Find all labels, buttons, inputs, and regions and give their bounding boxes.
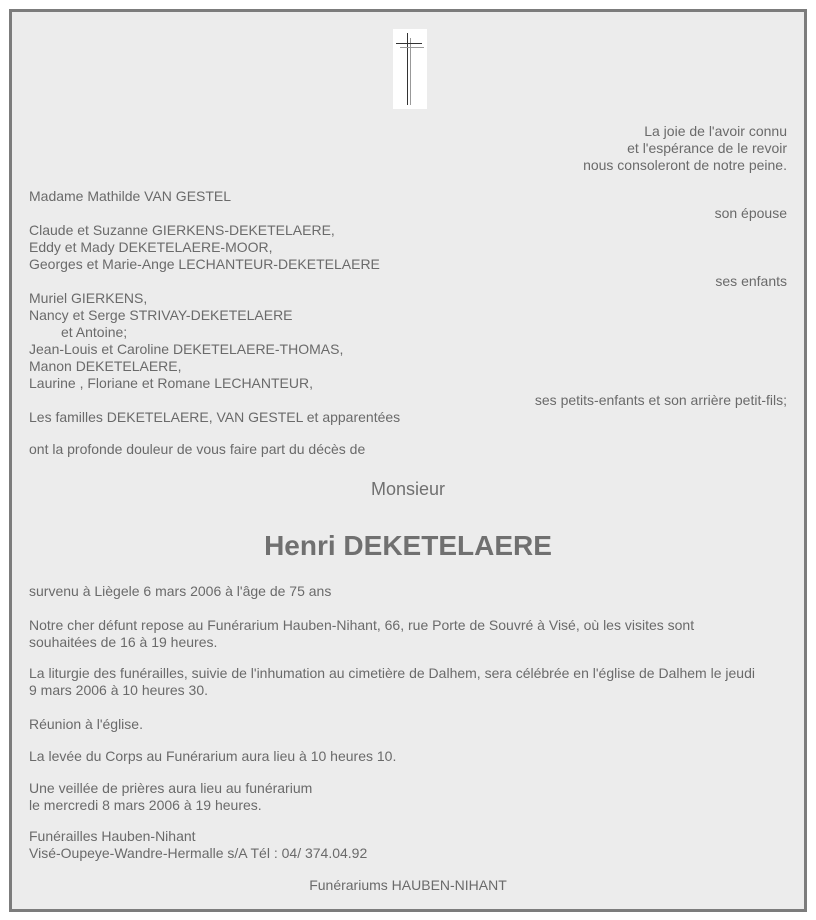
repose-line: Notre cher défunt repose au Funérarium Hauben-Nihant, 66, rue Porte de Souvré à Visé, où les visites sont (29, 617, 695, 633)
liturgy-line: 9 mars 2006 à 10 heures 30. (29, 682, 209, 698)
grandchild-line: Jean-Louis et Caroline DEKETELAERE-THOMAS, (29, 341, 344, 357)
deceased-name: Henri DEKETELAERE (264, 530, 552, 561)
quote-line-2: et l'espérance de le revoir (627, 140, 787, 156)
grandchild-line: Muriel GIERKENS, (29, 290, 148, 306)
child-line: Eddy et Mady DEKETELAERE-MOOR, (29, 239, 273, 255)
children-role: ses enfants (715, 273, 787, 289)
quote-line-1: La joie de l'avoir connu (644, 123, 787, 139)
quote-line-3: nous consoleront de notre peine. (583, 157, 787, 173)
footer: Funérariums HAUBEN-NIHANT (309, 877, 507, 893)
spouse-name: Madame Mathilde VAN GESTEL (29, 188, 232, 204)
cross-icon (393, 29, 427, 109)
funeral-home-address: Visé-Oupeye-Wandre-Hermalle s/A Tél : 04/ 374.04.92 (29, 845, 368, 861)
child-line: Georges et Marie-Ange LECHANTEUR-DEKETELAERE (29, 256, 380, 272)
child-line: Claude et Suzanne GIERKENS-DEKETELAERE, (29, 222, 335, 238)
grandchild-line: et Antoine; (61, 324, 128, 340)
vigil-line: Une veillée de prières aura lieu au funérarium (29, 780, 313, 796)
spouse-role: son épouse (714, 205, 787, 221)
grandchildren-role: ses petits-enfants et son arrière petit-fils; (534, 392, 787, 408)
liturgy-line: La liturgie des funérailles, suivie de l'inhumation au cimetière de Dalhem, sera célébrée en l'église de Dalhem le jeudi (29, 665, 755, 681)
deceased-title: Monsieur (370, 479, 446, 499)
repose-line: souhaitées de 16 à 19 heures. (29, 634, 218, 650)
levee-line: La levée du Corps au Funérarium aura lieu à 10 heures 10. (29, 748, 397, 764)
obituary-card (9, 9, 807, 912)
funeral-home-name: Funérailles Hauben-Nihant (29, 828, 196, 844)
grandchild-line: Manon DEKETELAERE, (29, 358, 182, 374)
reunion-line: Réunion à l'église. (29, 716, 143, 732)
families-line: Les familles DEKETELAERE, VAN GESTEL et apparentées (29, 409, 401, 425)
death-details: survenu à Liègele 6 mars 2006 à l'âge de 75 ans (29, 583, 332, 599)
grandchild-line: Laurine , Floriane et Romane LECHANTEUR, (29, 375, 314, 391)
announcement: ont la profonde douleur de vous faire part du décès de (29, 441, 366, 457)
grandchild-line: Nancy et Serge STRIVAY-DEKETELAERE (29, 307, 293, 323)
vigil-line: le mercredi 8 mars 2006 à 19 heures. (29, 797, 262, 813)
